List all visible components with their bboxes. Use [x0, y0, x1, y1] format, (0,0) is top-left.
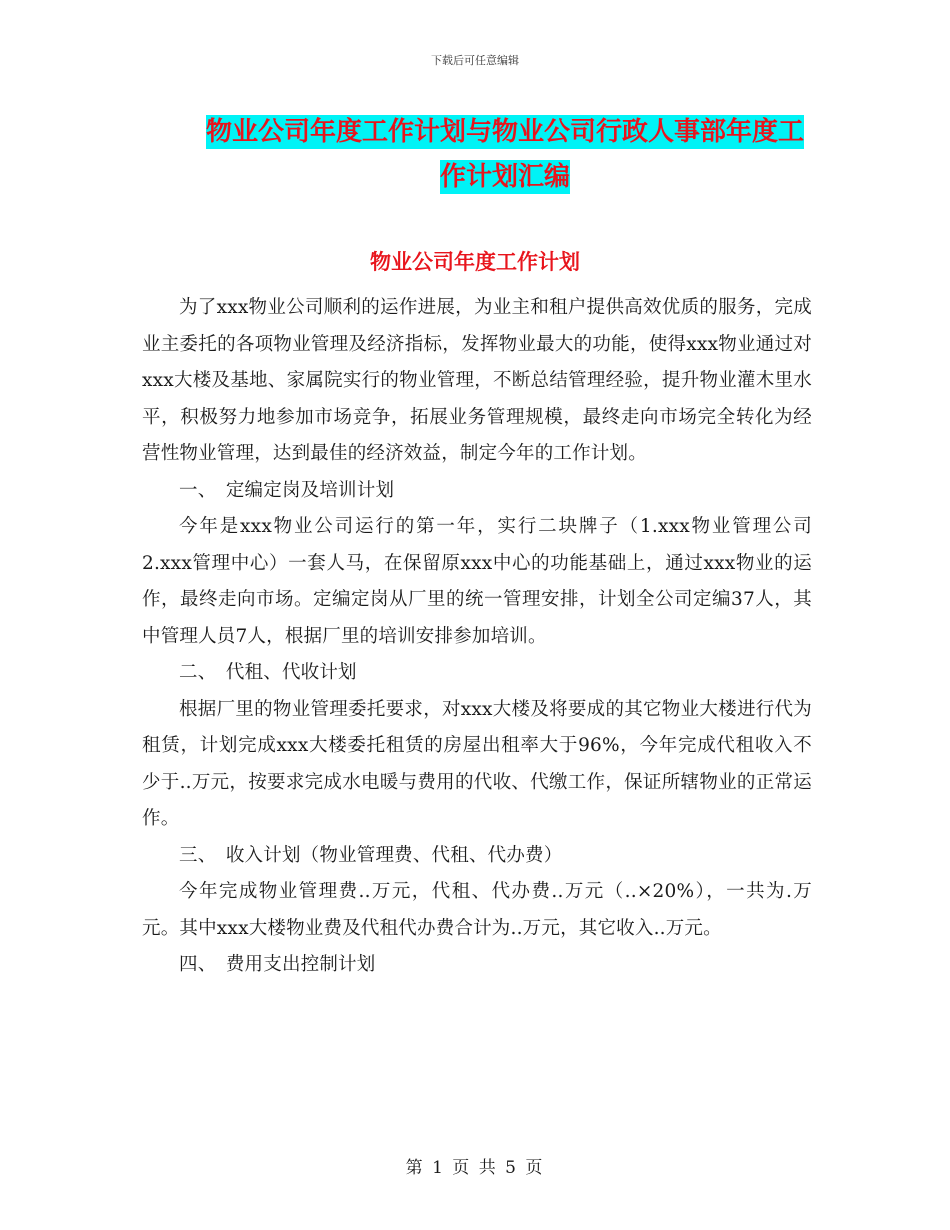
section-heading-1: 一、 定编定岗及培训计划 [179, 479, 395, 501]
section-title: 物业公司年度工作计划 [370, 250, 580, 274]
body-paragraph-income: 今年完成物业管理费..万元，代租、代办费..万元（..×20%），一共为.万元。其中xxx大楼物业费及代租代办费合计为..万元，其它收入..万元。 [142, 881, 812, 939]
document-title-line-2: 作计划汇编 [439, 162, 570, 192]
section-heading-4: 四、 费用支出控制计划 [179, 954, 376, 975]
section-heading-2: 二、 代租、代收计划 [179, 662, 357, 683]
document-body [142, 290, 831, 984]
body-paragraph-intro: 为了xxx物业公司顺利的运作进展，为业主和租户提供高效优质的服务，完成业主委托的各项物业管理及经济指标，发挥物业最大的功能，使得xxx物业通过对xxx大楼及基地、家属院实行的物业管理，不断总结管理经验，提升物业灌木里水平，积极努力地参加市场竞争，拓展业务管理规模，最终走向市场完全转化为经营性物业管理，达到最佳的经济效益，制定今年的工作计划。 [142, 297, 812, 464]
page-number: 第 1 页 共 5 页 [405, 1158, 545, 1178]
section-heading-3: 三、 收入计划（物业管理费、代租、代办费） [179, 844, 563, 866]
header-note: 下载后可任意编辑 [431, 54, 519, 67]
document-title-line-1: 物业公司年度工作计划与物业公司行政人事部年度工 [205, 117, 804, 147]
document-title [195, 110, 815, 200]
body-paragraph-staffing: 今年是xxx物业公司运行的第一年，实行二块牌子（1.xxx物业管理公司 2.xxx管理中心）一套人马，在保留原xxx中心的功能基础上，通过xxx物业的运作，最终走向市场。定编定岗从厂里的统一管理安排，计划全公司定编37人，其中管理人员7人，根据厂里的培训安排参加培训。 [142, 516, 831, 647]
body-paragraph-leasing: 根据厂里的物业管理委托要求，对xxx大楼及将要成的其它物业大楼进行代为租赁，计划完成xxx大楼委托租赁的房屋出租率大于96%，今年完成代租收入不少于..万元，按要求完成水电暖与费用的代收、代缴工作，保证所辖物业的正常运作。 [142, 698, 812, 829]
